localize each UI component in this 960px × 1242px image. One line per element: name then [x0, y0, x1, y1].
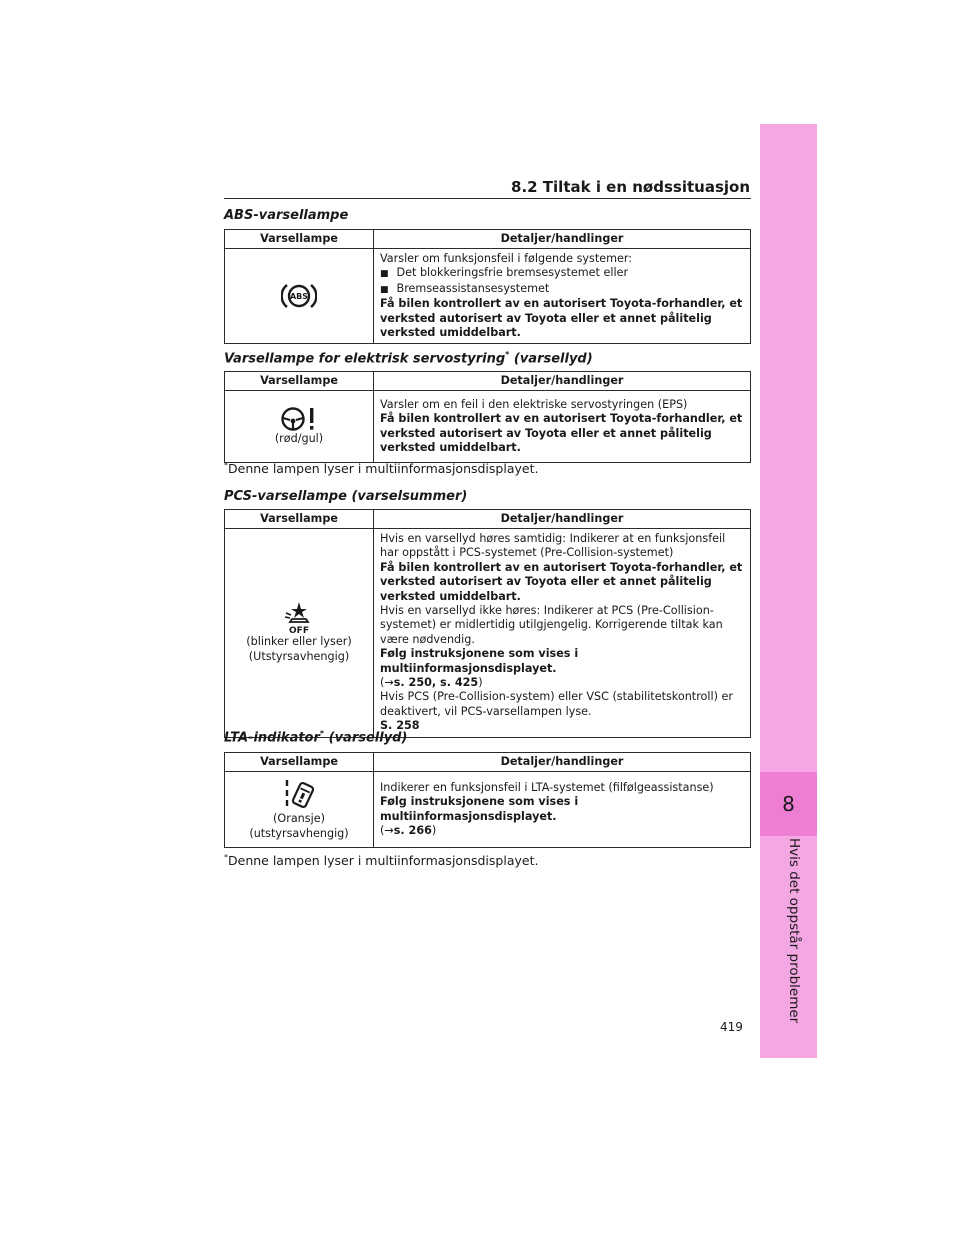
- lta-bold-instruction: Følg instruksjonene som vises i multiinformasjonsdisplayet.: [380, 795, 579, 823]
- abs-bullet-1: ■ Det blokkeringsfrie bremsesystemet eller: [380, 266, 744, 281]
- pcs-icon-text: OFF: [289, 626, 309, 636]
- lta-ref-arrow: →: [384, 823, 394, 837]
- lta-title-sup: *: [319, 729, 325, 738]
- pcs-p2: Hvis en varsellyd ikke høres: Indikerer at PCS (Pre-Collision-systemet) er midlertidig utilgjengelig. Korrigerende tiltak kan være nødvendig.: [380, 604, 723, 646]
- pcs-p1-bold: Få bilen kontrollert av en autorisert Toyota-forhandler, et verksted autorisert av Toyota eller et annet pålitelig verksted umiddelbart.: [380, 560, 743, 603]
- eps-section-title: [224, 350, 593, 366]
- abs-bullet-2: ■ Bremseassistansesystemet: [380, 282, 744, 297]
- pcs-table: [224, 509, 751, 738]
- lta-lamp-cell: [225, 772, 374, 848]
- pcs-p3: Hvis PCS (Pre-Collision-system) eller VSC (stabilitetskontroll) er deaktivert, vil PCS-varsellampen lyse.: [380, 690, 734, 718]
- eps-title-text: Varsellampe for elektrisk servostyring: [224, 351, 506, 367]
- col-header-details: Detaljer/handlinger: [374, 753, 751, 772]
- eps-text: Varsler om en feil i den elektriske servostyringen (EPS): [380, 397, 688, 411]
- eps-table: [224, 371, 751, 463]
- footnote-1-sup: *: [224, 461, 228, 470]
- footnote-2: [224, 853, 538, 868]
- lta-title-text: LTA-indikator: [224, 730, 320, 746]
- col-header-details: Detaljer/handlinger: [374, 510, 751, 529]
- footnote-1-text: Denne lampen lyser i multiinformasjonsdisplayet.: [228, 461, 539, 477]
- pcs-section-title: PCS-varsellampe (varselsummer): [224, 489, 468, 504]
- pcs-off-icon: [282, 601, 316, 635]
- eps-caption: (rød/gul): [274, 432, 324, 446]
- pcs-ref-arrow: →: [384, 676, 394, 690]
- footnote-2-sup: *: [224, 853, 228, 862]
- pcs-details-cell: [374, 529, 751, 738]
- col-header-details: Detaljer/handlinger: [374, 372, 751, 391]
- col-header-lamp: Varsellampe: [225, 753, 374, 772]
- page-number: 419: [720, 1020, 743, 1034]
- abs-icon-text: ABS: [289, 292, 309, 302]
- pcs-ref-close: ): [478, 676, 483, 690]
- col-header-details: Detaljer/handlinger: [374, 230, 751, 249]
- lta-text: Indikerer en funksjonsfeil i LTA-systemet (filfølgeassistanse): [380, 780, 714, 794]
- abs-details-cell: [374, 249, 751, 344]
- lta-table: [224, 752, 751, 848]
- lta-ref-open: (: [380, 823, 385, 837]
- chapter-number: 8: [760, 772, 817, 836]
- pcs-p2-bold: Følg instruksjonene som vises i multiinformasjonsdisplayet.: [380, 647, 579, 675]
- lta-ref-close: ): [431, 823, 437, 837]
- pcs-lamp-cell: [225, 529, 374, 738]
- steering-warning-icon: [279, 406, 319, 432]
- col-header-lamp: Varsellampe: [225, 510, 374, 529]
- pcs-caption-1: (blinker eller lyser): [246, 635, 352, 649]
- eps-title-suffix: (varsellyd): [513, 351, 593, 367]
- pcs-caption-2: (Utstyrsavhengig): [248, 649, 350, 663]
- eps-details-cell: [374, 391, 751, 463]
- pcs-p3-bold: S. 258: [380, 719, 420, 733]
- abs-table: [224, 229, 751, 344]
- abs-lamp-cell: [225, 249, 374, 344]
- lta-ref-link[interactable]: s. 266: [393, 823, 432, 837]
- col-header-lamp: Varsellampe: [225, 372, 374, 391]
- chapter-label: Hvis det oppstår problemer: [786, 838, 802, 1024]
- abs-warning-icon: [281, 281, 317, 311]
- eps-title-sup: *: [505, 350, 510, 359]
- lta-title-suffix: (varsellyd): [328, 730, 408, 746]
- lta-caption-1: (Oransje): [273, 812, 325, 826]
- lta-warning-icon: [281, 778, 317, 812]
- pcs-p1: Hvis en varsellyd høres samtidig: Indikerer at en funksjonsfeil har oppstått i PCS-systemet (Pre-Collision-systemet): [380, 532, 726, 560]
- pcs-ref-open: (: [380, 676, 385, 690]
- pcs-ref-link[interactable]: s. 250, s. 425: [393, 676, 479, 690]
- abs-bold-instruction: Få bilen kontrollert av en autorisert Toyota-forhandler, et verksted autorisert av Toyota eller et annet pålitelig verksted umiddelbart.: [380, 297, 743, 340]
- eps-bold-instruction: Få bilen kontrollert av en autorisert Toyota-forhandler, et verksted autorisert av Toyota eller et annet pålitelig verksted umiddelbart.: [380, 412, 743, 454]
- eps-lamp-cell: [225, 391, 374, 463]
- abs-intro: Varsler om funksjonsfeil i følgende systemer:: [380, 252, 633, 265]
- abs-section-title: ABS-varsellampe: [224, 208, 349, 223]
- lta-ref-line: [380, 824, 744, 838]
- header-rule: [224, 198, 751, 199]
- pcs-p2-ref-line: [380, 676, 744, 690]
- footnote-2-text: Denne lampen lyser i multiinformasjonsdisplayet.: [228, 853, 539, 869]
- lta-caption-2: (utstyrsavhengig): [249, 826, 349, 840]
- footnote-1: [224, 461, 538, 476]
- lta-section-title: [224, 729, 407, 745]
- lta-details-cell: [374, 772, 751, 848]
- col-header-lamp: Varsellampe: [225, 230, 374, 249]
- page-header-title: 8.2 Tiltak i en nødssituasjon: [511, 178, 750, 196]
